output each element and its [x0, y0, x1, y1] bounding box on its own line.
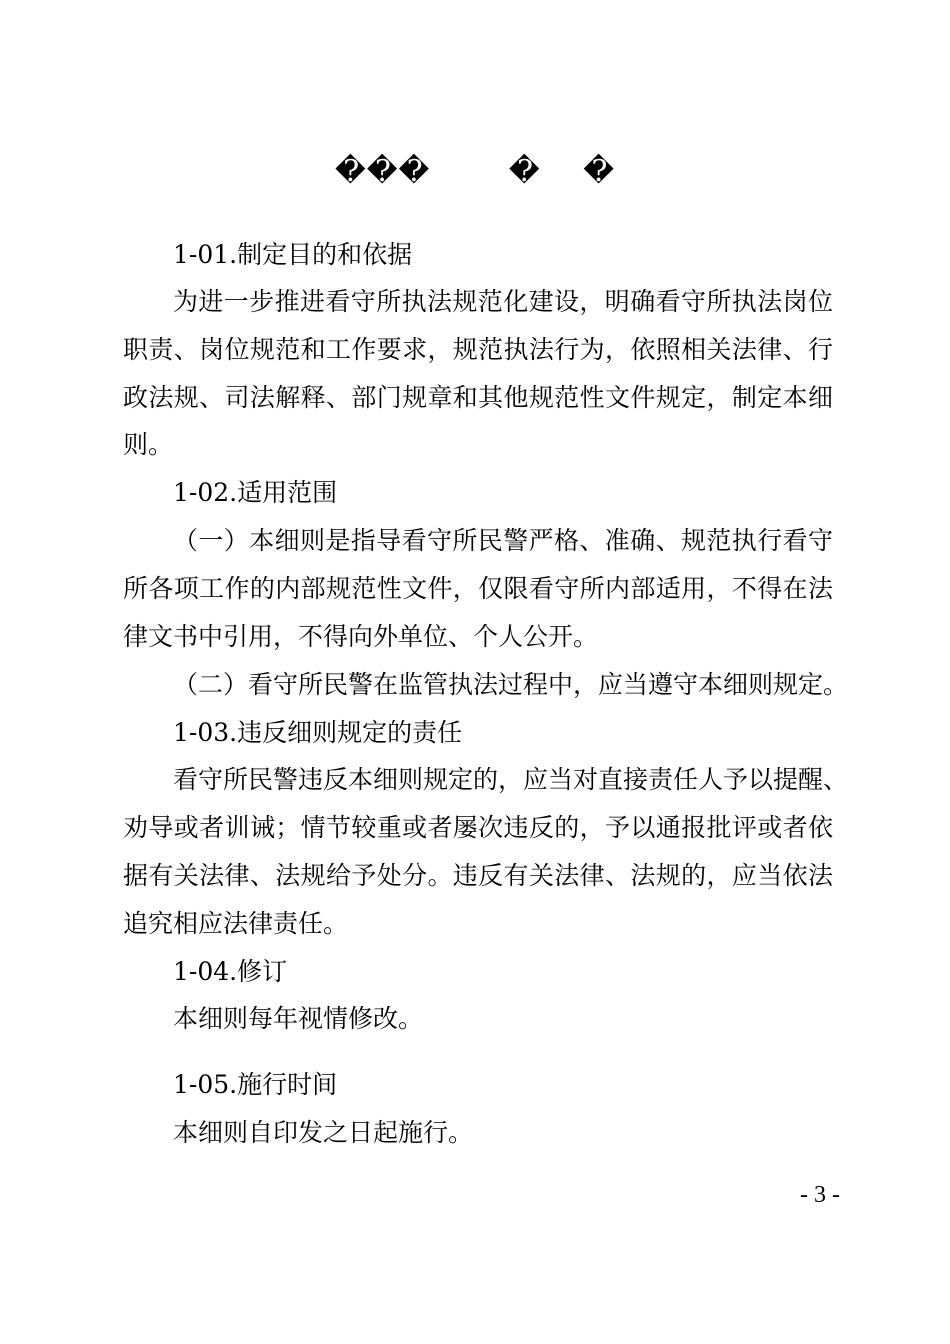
section-heading: 1-04.修订 — [173, 957, 288, 986]
chapter-title-part-2: � — [508, 154, 541, 189]
body-text-line: 劝导或者训诫；情节较重或者屡次违反的，予以通报批评或者依 — [123, 813, 833, 842]
body-text-line: 追究相应法律责任。 — [123, 909, 349, 938]
body-text-line: 职责、岗位规范和工作要求，规范执法行为，依照相关法律、行 — [123, 335, 833, 364]
body-text-line: 据有关法律、法规给予处分。违反有关法律、法规的，应当依法 — [123, 861, 833, 890]
body-text-line: 为进一步推进看守所执法规范化建设，明确看守所执法岗位 — [173, 287, 833, 316]
body-text-line: 则。 — [123, 430, 174, 459]
section-heading: 1-02.适用范围 — [173, 478, 338, 507]
body-text-line: 政法规、司法解释、部门规章和其他规范性文件规定，制定本细 — [123, 383, 833, 412]
body-text-line: 所各项工作的内部规范性文件，仅限看守所内部适用，不得在法 — [123, 574, 833, 603]
body-text-line: （一）本细则是指导看守所民警严格、准确、规范执行看守 — [173, 526, 833, 555]
page-number: - 3 - — [800, 1182, 840, 1208]
body-text-line: 看守所民警违反本细则规定的，应当对直接责任人予以提醒、 — [173, 765, 849, 794]
body-text-line: 律文书中引用，不得向外单位、个人公开。 — [123, 622, 599, 651]
section-heading: 1-03.违反细则规定的责任 — [173, 718, 463, 747]
chapter-title — [0, 150, 950, 194]
chapter-title-part-3: � — [583, 154, 615, 189]
body-text-line: 本细则每年视情修改。 — [173, 1004, 424, 1033]
section-heading: 1-05.施行时间 — [173, 1070, 338, 1099]
body-text-line: （二）看守所民警在监管执法过程中，应当遵守本细则规定。 — [173, 670, 849, 699]
chapter-title-part-1: ��� — [335, 154, 431, 189]
body-text-line: 本细则自印发之日起施行。 — [173, 1118, 474, 1147]
section-heading: 1-01.制定目的和依据 — [173, 240, 413, 269]
